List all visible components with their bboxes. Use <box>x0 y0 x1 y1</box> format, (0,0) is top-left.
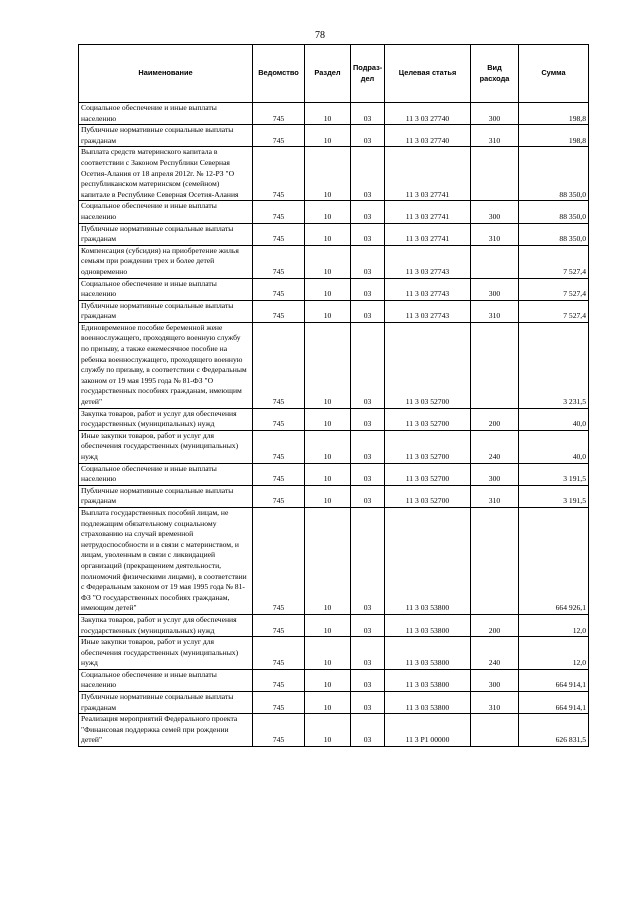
cell-section: 10 <box>305 669 351 691</box>
cell-department: 745 <box>253 408 305 430</box>
page-number: 78 <box>315 30 325 41</box>
cell-subsection: 03 <box>351 300 385 322</box>
cell-section: 10 <box>305 223 351 245</box>
cell-amount: 40,0 <box>519 430 589 463</box>
table-row <box>79 507 589 614</box>
cell-section: 10 <box>305 278 351 300</box>
cell-amount: 3 191,5 <box>519 485 589 507</box>
cell-department: 745 <box>253 245 305 278</box>
cell-name: Публичные нормативные социальные выплаты гражданам <box>79 300 253 322</box>
cell-amount: 664 914,1 <box>519 692 589 714</box>
cell-amount: 88 350,0 <box>519 147 589 201</box>
cell-name: Социальное обеспечение и иные выплаты населению <box>79 463 253 485</box>
cell-subsection: 03 <box>351 485 385 507</box>
cell-expense-type: 200 <box>471 408 519 430</box>
cell-name: Выплата средств материнского капитала в соответствии с Законом Республики Северная Осетия-Алания от 18 апреля 2012г. № 12-РЗ "О республиканском материнском (семейном) капитале в Республике Северная Осетия-Алания <box>79 147 253 201</box>
cell-department: 745 <box>253 463 305 485</box>
cell-name: Иные закупки товаров, работ и услуг для обеспечения государственных (муниципальных) нужд <box>79 637 253 670</box>
cell-name: Закупка товаров, работ и услуг для обеспечения государственных (муниципальных) нужд <box>79 614 253 636</box>
table-row <box>79 223 589 245</box>
cell-section: 10 <box>305 300 351 322</box>
cell-target-article: 11 3 03 53800 <box>385 692 471 714</box>
cell-subsection: 03 <box>351 408 385 430</box>
cell-subsection: 03 <box>351 637 385 670</box>
cell-target-article: 11 3 03 52700 <box>385 322 471 408</box>
cell-expense-type <box>471 507 519 614</box>
header-row <box>79 45 589 103</box>
cell-subsection: 03 <box>351 147 385 201</box>
cell-amount: 7 527,4 <box>519 300 589 322</box>
cell-amount: 88 350,0 <box>519 201 589 223</box>
cell-expense-type: 300 <box>471 201 519 223</box>
cell-department: 745 <box>253 430 305 463</box>
cell-section: 10 <box>305 463 351 485</box>
cell-subsection: 03 <box>351 125 385 147</box>
cell-amount: 664 914,1 <box>519 669 589 691</box>
cell-section: 10 <box>305 408 351 430</box>
cell-subsection: 03 <box>351 322 385 408</box>
cell-name: Социальное обеспечение и иные выплаты населению <box>79 278 253 300</box>
cell-target-article: 11 3 03 27743 <box>385 300 471 322</box>
cell-department: 745 <box>253 125 305 147</box>
cell-name: Социальное обеспечение и иные выплаты населению <box>79 201 253 223</box>
cell-expense-type: 240 <box>471 430 519 463</box>
cell-expense-type: 300 <box>471 463 519 485</box>
table-row <box>79 430 589 463</box>
cell-amount: 40,0 <box>519 408 589 430</box>
cell-expense-type: 310 <box>471 485 519 507</box>
cell-expense-type <box>471 322 519 408</box>
cell-name: Закупка товаров, работ и услуг для обеспечения государственных (муниципальных) нужд <box>79 408 253 430</box>
cell-department: 745 <box>253 614 305 636</box>
cell-section: 10 <box>305 201 351 223</box>
cell-name: Публичные нормативные социальные выплаты гражданам <box>79 223 253 245</box>
cell-target-article: 11 3 03 27743 <box>385 278 471 300</box>
cell-subsection: 03 <box>351 692 385 714</box>
cell-subsection: 03 <box>351 278 385 300</box>
table-row <box>79 322 589 408</box>
cell-target-article: 11 3 03 27741 <box>385 223 471 245</box>
table-row <box>79 614 589 636</box>
cell-name: Публичные нормативные социальные выплаты гражданам <box>79 485 253 507</box>
cell-expense-type <box>471 245 519 278</box>
table-row <box>79 692 589 714</box>
cell-target-article: 11 3 03 52700 <box>385 430 471 463</box>
header-subsection: Подраз-дел <box>351 45 385 103</box>
cell-department: 745 <box>253 507 305 614</box>
cell-name: Единовременное пособие беременной жене военнослужащего, проходящего военную службу по призыву, а также ежемесячное пособие на ребенка военнослужащего, проходящего военную службу по призыву, в соответствии с Федеральным законом от 19 мая 1995 года № 81-ФЗ "О государственных пособиях гражданам, имеющим детей" <box>79 322 253 408</box>
header-department: Ведомство <box>253 45 305 103</box>
cell-subsection: 03 <box>351 103 385 125</box>
cell-target-article: 11 3 03 27743 <box>385 245 471 278</box>
cell-target-article: 11 3 03 53800 <box>385 669 471 691</box>
header-name: Наименование <box>79 45 253 103</box>
table-body <box>79 103 589 747</box>
cell-subsection: 03 <box>351 245 385 278</box>
cell-department: 745 <box>253 278 305 300</box>
table-row <box>79 278 589 300</box>
header-target-article: Целевая статья <box>385 45 471 103</box>
header-amount: Сумма <box>519 45 589 103</box>
cell-subsection: 03 <box>351 614 385 636</box>
cell-expense-type: 310 <box>471 125 519 147</box>
cell-subsection: 03 <box>351 463 385 485</box>
cell-section: 10 <box>305 485 351 507</box>
cell-target-article: 11 3 03 27740 <box>385 125 471 147</box>
header-expense-type: Вид расхода <box>471 45 519 103</box>
cell-expense-type: 200 <box>471 614 519 636</box>
cell-department: 745 <box>253 692 305 714</box>
cell-name: Публичные нормативные социальные выплаты гражданам <box>79 125 253 147</box>
cell-subsection: 03 <box>351 669 385 691</box>
table-row <box>79 485 589 507</box>
cell-subsection: 03 <box>351 714 385 747</box>
table-row <box>79 714 589 747</box>
cell-target-article: 11 3 03 52700 <box>385 463 471 485</box>
cell-section: 10 <box>305 125 351 147</box>
cell-expense-type: 310 <box>471 692 519 714</box>
cell-target-article: 11 3 03 27741 <box>385 201 471 223</box>
cell-name: Реализация мероприятий Федерального проекта "Финансовая поддержка семей при рождении детей" <box>79 714 253 747</box>
cell-name: Публичные нормативные социальные выплаты гражданам <box>79 692 253 714</box>
cell-target-article: 11 3 03 27740 <box>385 103 471 125</box>
cell-section: 10 <box>305 714 351 747</box>
cell-expense-type <box>471 714 519 747</box>
cell-amount: 12,0 <box>519 637 589 670</box>
table-row <box>79 147 589 201</box>
cell-department: 745 <box>253 103 305 125</box>
cell-amount: 626 831,5 <box>519 714 589 747</box>
cell-amount: 3 191,5 <box>519 463 589 485</box>
table-row <box>79 463 589 485</box>
cell-expense-type: 310 <box>471 300 519 322</box>
cell-section: 10 <box>305 430 351 463</box>
cell-subsection: 03 <box>351 201 385 223</box>
table-row <box>79 637 589 670</box>
table-row <box>79 245 589 278</box>
cell-subsection: 03 <box>351 430 385 463</box>
cell-amount: 12,0 <box>519 614 589 636</box>
table-row <box>79 103 589 125</box>
cell-expense-type: 300 <box>471 669 519 691</box>
cell-amount: 3 231,5 <box>519 322 589 408</box>
cell-section: 10 <box>305 147 351 201</box>
cell-target-article: 11 3 03 53800 <box>385 507 471 614</box>
header-section: Раздел <box>305 45 351 103</box>
cell-target-article: 11 3 03 27741 <box>385 147 471 201</box>
cell-amount: 7 527,4 <box>519 245 589 278</box>
budget-table <box>78 44 589 747</box>
cell-subsection: 03 <box>351 507 385 614</box>
cell-name: Выплата государственных пособий лицам, не подлежащим обязательному социальному страхованию на случай временной нетрудоспособности и в связи с материнством, и лицам, уволенным в связи с ликвидацией организаций (прекращением деятельности, полномочий физическими лицами), в соответствии с Федеральным законом от 19 мая 1995 года № 81-ФЗ "О государственных пособиях гражданам, имеющим детей" <box>79 507 253 614</box>
cell-department: 745 <box>253 669 305 691</box>
cell-expense-type: 300 <box>471 278 519 300</box>
cell-target-article: 11 3 03 53800 <box>385 614 471 636</box>
cell-section: 10 <box>305 692 351 714</box>
table-row <box>79 408 589 430</box>
cell-section: 10 <box>305 637 351 670</box>
cell-name: Компенсация (субсидия) на приобретение жилья семьям при рождении трех и более детей одновременно <box>79 245 253 278</box>
table-row <box>79 201 589 223</box>
cell-department: 745 <box>253 223 305 245</box>
cell-name: Социальное обеспечение и иные выплаты населению <box>79 669 253 691</box>
cell-target-article: 11 3 03 53800 <box>385 637 471 670</box>
cell-subsection: 03 <box>351 223 385 245</box>
cell-section: 10 <box>305 322 351 408</box>
cell-department: 745 <box>253 300 305 322</box>
cell-amount: 7 527,4 <box>519 278 589 300</box>
cell-target-article: 11 3 03 52700 <box>385 408 471 430</box>
cell-name: Социальное обеспечение и иные выплаты населению <box>79 103 253 125</box>
table-row <box>79 300 589 322</box>
cell-department: 745 <box>253 322 305 408</box>
cell-department: 745 <box>253 485 305 507</box>
cell-expense-type: 240 <box>471 637 519 670</box>
cell-expense-type: 300 <box>471 103 519 125</box>
cell-section: 10 <box>305 507 351 614</box>
table-row <box>79 669 589 691</box>
cell-department: 745 <box>253 714 305 747</box>
cell-department: 745 <box>253 201 305 223</box>
cell-amount: 198,8 <box>519 103 589 125</box>
cell-amount: 198,8 <box>519 125 589 147</box>
cell-section: 10 <box>305 614 351 636</box>
cell-target-article: 11 3 03 52700 <box>385 485 471 507</box>
cell-expense-type: 310 <box>471 223 519 245</box>
cell-section: 10 <box>305 103 351 125</box>
cell-department: 745 <box>253 147 305 201</box>
cell-target-article: 11 3 Р1 00000 <box>385 714 471 747</box>
cell-amount: 664 926,1 <box>519 507 589 614</box>
cell-expense-type <box>471 147 519 201</box>
cell-name: Иные закупки товаров, работ и услуг для обеспечения государственных (муниципальных) нужд <box>79 430 253 463</box>
cell-department: 745 <box>253 637 305 670</box>
cell-amount: 88 350,0 <box>519 223 589 245</box>
cell-section: 10 <box>305 245 351 278</box>
table-row <box>79 125 589 147</box>
